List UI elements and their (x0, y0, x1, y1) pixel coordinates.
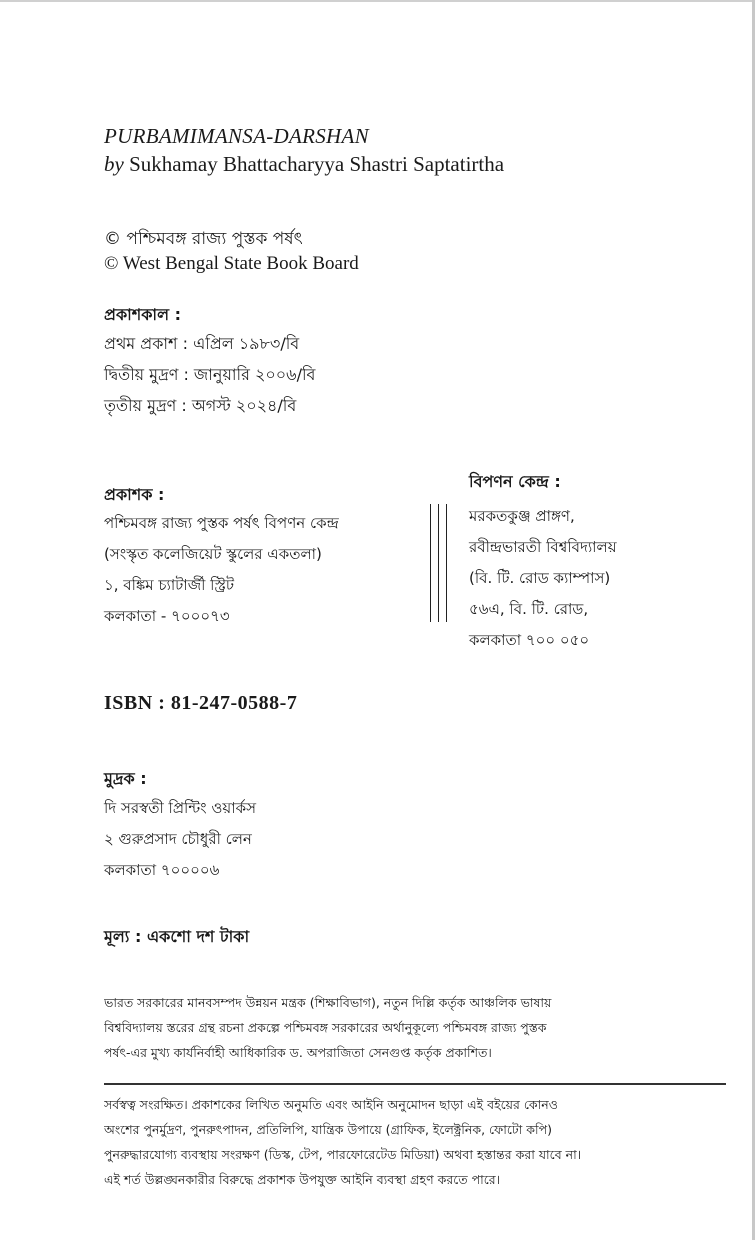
publisher-line: ১, বঙ্কিম চ্যাটার্জী স্ট্রিট (104, 576, 235, 594)
note-line: ভারত সরকারের মানবসম্পদ উন্নয়ন মন্ত্রক (শিক্ষাবিভাগ), নতুন দিল্লি কর্তৃক আঞ্চলিক ভাষায় (104, 995, 552, 1010)
horizontal-rule (104, 1083, 726, 1085)
price: মূল্য : একশো দশ টাকা (104, 927, 250, 946)
divider-line (438, 504, 439, 622)
isbn: ISBN : 81-247-0588-7 (104, 692, 298, 714)
printer-line: কলকাতা ৭০০০০৬ (104, 861, 220, 879)
edition-second: দ্বিতীয় মুদ্রণ : জানুয়ারি ২০০৬/বি (104, 365, 316, 384)
author-name: Sukhamay Bhattacharyya Shastri Saptatirtha (129, 152, 505, 176)
edition-first: প্রথম প্রকাশ : এপ্রিল ১৯৮৩/বি (104, 334, 300, 353)
printer-line: ২ গুরুপ্রসাদ চৌধুরী লেন (104, 830, 252, 848)
divider-line (430, 504, 431, 622)
sales-centre-line: মরকতকুঞ্জ প্রাঙ্গণ, (469, 507, 575, 525)
page-top-edge (0, 0, 755, 2)
edition-third: তৃতীয় মুদ্রণ : অগস্ট ২০২৪/বি (104, 396, 297, 415)
sales-centre-line: কলকাতা ৭০০ ০৫০ (469, 631, 590, 649)
rights-note (104, 1092, 726, 1192)
author-byline (104, 152, 504, 177)
rights-line: পুনরুদ্ধারযোগ্য ব্যবস্থায় সংরক্ষণ (ডিস্ক, টেপ, পারফোরেটেড মিডিয়া) অথবা হস্তান্তর করা যাবে না। (104, 1147, 582, 1162)
sales-centre-line: (বি. টি. রোড ক্যাম্পাস) (469, 569, 611, 587)
rights-line: এই শর্ত উল্লঙ্ঘনকারীর বিরুদ্ধে প্রকাশক উপযুক্ত আইনি ব্যবস্থা গ্রহণ করতে পারে। (104, 1172, 501, 1187)
printer-line: দি সরস্বতী প্রিন্টিং ওয়ার্কস (104, 799, 256, 817)
byline-prefix: by (104, 152, 124, 176)
publisher-line: কলকাতা - ৭০০০৭৩ (104, 607, 230, 625)
note-line: বিশ্ববিদ্যালয় স্তরের গ্রন্থ রচনা প্রকল্পে পশ্চিমবঙ্গ সরকারের অর্থানুকূল্যে পশ্চিমবঙ্গ রাজ্য পুস্তক (104, 1020, 547, 1035)
printer-heading: মুদ্রক : (104, 769, 147, 788)
sales-centre-line: ৫৬এ, বি. টি. রোড, (469, 600, 589, 618)
sales-centre-line: রবীন্দ্রভারতী বিশ্ববিদ্যালয় (469, 538, 617, 556)
note-line: পর্ষৎ-এর মুখ্য কার্যনির্বাহী আধিকারিক ড. অপরাজিতা সেনগুপ্ত কর্তৃক প্রকাশিত। (104, 1045, 492, 1060)
government-note (104, 990, 726, 1065)
divider-line (446, 504, 447, 622)
publisher-heading: প্রকাশক : (104, 485, 165, 504)
publisher-line: (সংস্কৃত কলেজিয়েট স্কুলের একতলা) (104, 545, 322, 563)
rights-line: সর্বস্বত্ব সংরক্ষিত। প্রকাশকের লিখিত অনুমতি এবং আইনি অনুমোদন ছাড়া এই বইয়ের কোনও (104, 1097, 558, 1112)
rights-line: অংশের পুনর্মুদ্রণ, পুনরুৎপাদন, প্রতিলিপি, যান্ত্রিক উপায়ে (গ্রাফিক, ইলেক্ট্রনিক, ফোটো কপি) (104, 1122, 552, 1137)
book-title: PURBAMIMANSA-DARSHAN (104, 124, 369, 148)
copyright-bengali: © পশ্চিমবঙ্গ রাজ্য পুস্তক পর্ষৎ (104, 229, 303, 249)
sales-centre-heading: বিপণন কেন্দ্র : (469, 472, 561, 491)
publication-dates-heading: প্রকাশকাল : (104, 305, 181, 324)
copyright-english: © West Bengal State Book Board (104, 253, 359, 274)
publisher-line: পশ্চিমবঙ্গ রাজ্য পুস্তক পর্ষৎ বিপণন কেন্দ্র (104, 514, 339, 532)
